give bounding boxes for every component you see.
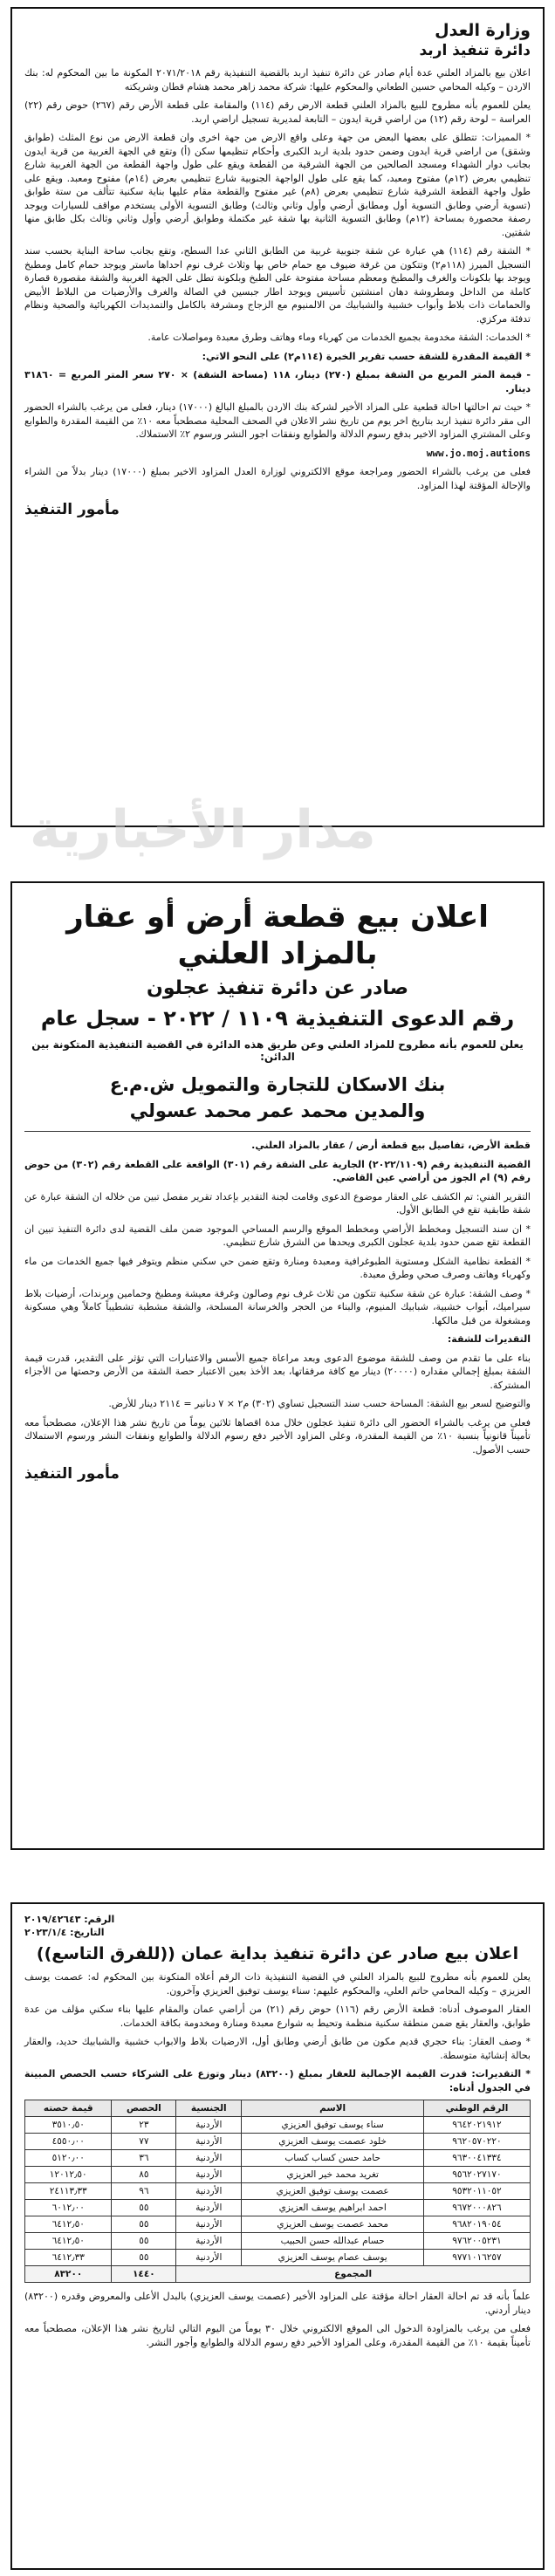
notice1-paragraph: * الشقة رقم (١١٤) هي عبارة عن شقة جنوبية غربية من الطابق الثاني عدا السطح، وتقع بجانب ساحة البناية بحسب سند التسجيل الميرز (١١٨م٢) وتتكون من غرفة ضيوف مع حمام خاص بها وثلاث غرف نوم احداها ماستر ويوجد حمام كامل ومطبخ ويوجد بها بلكونات والغرف والمطبخ ومعظم مساحة مفتوحة على الطبخ وبلكونة تطل على الجهة الغربية والشقة مقصورة قصارة كاملة من الداخل ومطروشة دهان امنشتين تأسيس ويوجد اطار جبسين في الصالة والغرف والأرضيات من البلاط الأبيض والحمامات ذات بلاط وأبواب خشبية والشبابيك من الالمنيوم مع الزجاج ومشرفة بالكامل والتمديدات الكهربائية والصحية ونظام تدفئة مركزي.: [24, 245, 531, 325]
valuation-line: - قيمة المتر المربع من الشقة بمبلغ (٢٧٠) دينار، ١١٨ (مساحة الشقة) × ٢٧٠ سعر المتر المربع = ٣١٨٦٠ دينار.: [24, 369, 531, 394]
table-cell: حسام عبدالله حسن الحبيب: [242, 2233, 424, 2250]
table-cell: الأردنية: [176, 2233, 242, 2250]
notice3-paragraph: * التقديرات: قدرت القيمة الإجمالية للعقار بمبلغ (٨٣٢٠٠) دينار وتوزع على الشركاء حسب الحصص المبينة في الجدول أدناه:: [24, 2068, 531, 2093]
table-row: [25, 2167, 531, 2183]
table-total-row: [25, 2266, 531, 2283]
column-header: الحصص: [112, 2100, 176, 2117]
table-cell: ٩٦٣٠٠٤١٣٣٤: [423, 2150, 530, 2167]
auction-terms: * حيث تم احالتها احالة قطعية على المزاد الأخير لشركة بنك الاردن بالمبلغ البالغ (١٧٠٠٠) دينار، فعلى من يرغب بالشراء الحضور الى مقر دائرة تنفيذ اربد بتاريخ اخر يوم من تاريخ نشر الاعلان في الصحف المحلية مصطحباً معه ١٠٪ من القيمة المقدرة والطوابع وعلى المشتري المزاود الاخير بدفع رسوم الدلالة والطوابع ونفقات اجور النشر ورسوم ٢٪ الاستملاك.: [24, 401, 531, 440]
notice1-paragraph: * المميزات: تتطلق على بعضها البعض من جهة وعلى واقع الارض من جهة اخرى وان قطعة الارض من نوع المثلث (طوابق وشقق) من اراضي قرية ايدون وضمن حدود بلدية اربد الكبرى وأحكام تنظيمها سكن (أ) وتقع في الجهة الغربية من قرية ايدون بجانب دوار الشهداء ومسجد الصالحين من الجهة الشرقية من القطعة ويقع على طول واجهة القطعة من الجهة الغربية شارع تنظيمي بعرض (١٢م) مفتوح ومعبد، كما يقع على طول الواجهة الجنوبية شارع تنظيمي بعرض (١٤م) مفتوح ومعبد. ويقع على طول واجهة القطعة الشرقية شارع تنظيمي بعرض (٨م) غير مفتوح والقطعة مقام عليها بناية سكنية تتألف من ستة طوابق (تسوية أرضي وطابق التسوية أول ومطابق أرضي وأول وثاني وثالث) وطابق التسوية الأولى يستخدم مواقف للسيارات ويوجد رصفة محصورة بمساحة (١٢م) وطابق التسوية الثانية بها شقة غير مكتملة وطوابق أرضي وأول وثاني وثالث بكل طابق منها شقتين.: [24, 132, 531, 238]
notice-irbid: [10, 7, 545, 860]
notice2-section: بناء على ما تقدم من وصف للشقة موضوع الدعوى وبعد مراعاة جميع الأسس والاعتبارات التي تؤثر على التقدير، قدرت قيمة الشقة بمبلغ إجمالي مقداره (٢٠٠٠٠) دينار مع كافة مرفقاتها، بعد الأخذ بعين الاعتبار حصة الشقة من الأرض وحصتها من الأجزاء المشتركة.: [24, 1352, 531, 1391]
table-cell: ٥١٢٠٫٠٠: [25, 2150, 112, 2167]
notice3-paragraph: يعلن للعموم بأنه مطروح للبيع بالمزاد العلني في القضية التنفيذية ذات الرقم أعلاه المتكونة بين المحكوم له: عصمت يوسف العزيزي – وكيله المحامي حاتم العلي، والمحكوم عليهم: سناء يوسف توفيق العزيزي وآخرون.: [24, 1971, 531, 1997]
table-row: [25, 2233, 531, 2250]
table-cell: ٣٥١٠٫٥٠: [25, 2117, 112, 2134]
table-cell: ٩٥٣٢٠١١٠٥٢: [423, 2183, 530, 2200]
table-cell: ٦٤١٢٫٣٣: [25, 2250, 112, 2266]
shares-table: [24, 2100, 531, 2283]
total-value: ٨٣٢٠٠: [25, 2266, 112, 2283]
notice2-intro: يعلن للعموم بأنه مطروح للمزاد العلني وعن طريق هذه الدائرة في القضية التنفيذية المتكونة بين الدائن:: [31, 1038, 524, 1063]
table-cell: ٥٥: [112, 2233, 176, 2250]
notice3-paragraph: * وصف العقار: بناء حجري قديم مكون من طابق أرضي وطابق أول، الارضيات بلاط والابواب خشبية والشبابيك حديد، والعقار بحالة إنشائية متوسطة.: [24, 2036, 531, 2061]
table-cell: ٧٧: [112, 2134, 176, 2150]
notice2-section: * ان سند التسجيل ومخطط الأراضي ومخطط الموقع والرسم المساحي الموجود ضمن ملف القضية لدى دائرة التنفيذ تبين ان القطعة تقع ضمن حدود بلدية عجلون الكبرى ويحدها من الشرق شارع تنظيمي.: [24, 1223, 531, 1248]
column-header: الجنسية: [176, 2100, 242, 2117]
notice1-paragraph: يعلن للعموم بأنه مطروح للبيع بالمزاد العلني قطعة الارض رقم (١١٤) والمقامة على قطعة الأرض رقم (٢٦٧) حوض رقم (٢٢) العراسة – لوحة رقم (١٢) من اراضي قرية ايدون – التابعة لمديرية تسجيل اراضي اربد.: [24, 99, 531, 125]
reference-number: الرقم: ٢٠١٩/٤٢٦٤٣: [24, 1914, 115, 1925]
table-row: [25, 2150, 531, 2167]
table-cell: ٥٥: [112, 2216, 176, 2233]
table-header-row: [25, 2100, 531, 2117]
notice-amman: [10, 1902, 545, 2570]
notice1-closing: فعلى من يرغب بالشراء الحضور ومراجعة موقع الالكتروني لوزارة العدل المزاود الاخير بمبلغ (١٧٠٠٠) دينار بدلاً من الشراء والإحالة المؤقتة لهذا المزاود.: [24, 466, 531, 491]
notice3-title: اعلان بيع صادر عن دائرة تنفيذ بداية عمان ((للفرق التاسع)): [36, 1944, 519, 1963]
notice1-paragraph: اعلان بيع بالمزاد العلني عدة أيام صادر عن دائرة تنفيذ اربد بالقضية التنفيذية رقم ٢٠٧١/٢٠١٨ المكونة ما بين المحكوم له: بنك الاردن – وكيله المحامي حسين الطعاني والمحكوم عليها: شركة محمد زاهر محمد هشام قطان وشريكته: [24, 67, 531, 92]
notice-date: التاريخ: ٢٠٢٣/١/٤: [24, 1927, 105, 1938]
table-cell: ٤٥٥٠٫٠٠: [25, 2134, 112, 2150]
notice3-closing: علماً بأنه قد تم احالة العقار احالة مؤقتة على المزاود الأخير (عصمت يوسف العزيزي) بالبدل الأعلى والمعروض وقدره (٨٣٢٠٠) دينار أردني.: [24, 2291, 531, 2316]
column-header: الاسم: [242, 2100, 424, 2117]
table-cell: ٩٦٢٠٥٧٠٢٢٠: [423, 2134, 530, 2150]
table-cell: الأردنية: [176, 2167, 242, 2183]
table-cell: الأردنية: [176, 2200, 242, 2216]
table-cell: عصمت يوسف توفيق العزيزي: [242, 2183, 424, 2200]
website-link[interactable]: www.jo.moj.autions: [426, 447, 531, 459]
signature: مأمور التنفيذ: [24, 501, 120, 518]
table-row: [25, 2183, 531, 2200]
creditor-name: بنك الاسكان للتجارة والتمويل ش.م.ع: [109, 1074, 446, 1095]
table-cell: ٩٧٦٢٠٠٥٢٣١: [423, 2233, 530, 2250]
table-row: [25, 2250, 531, 2266]
table-cell: خلود عصمت يوسف العزيزي: [242, 2134, 424, 2150]
table-cell: يوسف عصام يوسف العزيزي: [242, 2250, 424, 2266]
table-cell: احمد ابراهيم يوسف العزيزي: [242, 2200, 424, 2216]
divider: [24, 1131, 531, 1132]
debtor-name: والمدين محمد عمر محمد عسولي: [129, 1100, 426, 1121]
notice2-subtitle: صادر عن دائرة تنفيذ عجلون: [147, 977, 408, 999]
valuation-line: * القيمة المقدرة للشقة حسب تقرير الخبرة (١١٤م٢) على النحو الاتي:: [202, 350, 531, 362]
table-row: [25, 2117, 531, 2134]
notice2-section: قطعة الأرض، تفاصيل بيع قطعة أرض / عقار بالمزاد العلني.: [251, 1140, 531, 1151]
notice-ajloun: [10, 881, 545, 1850]
ministry-title: وزارة العدل: [435, 21, 531, 40]
table-cell: ٩٦٤٢٠٢١٩١٢: [423, 2117, 530, 2134]
table-cell: الأردنية: [176, 2250, 242, 2266]
notice2-case-line: رقم الدعوى التنفيذية ١١٠٩ / ٢٠٢٢ - سجل عام: [40, 1006, 515, 1031]
table-cell: ١٢٠١٢٫٥٠: [25, 2167, 112, 2183]
table-cell: الأردنية: [176, 2150, 242, 2167]
notice1-paragraph: * الخدمات: الشقة مخدومة بجميع الخدمات من كهرباء وماء وهاتف وطرق معبدة ومواصلات عامة.: [147, 332, 531, 343]
table-row: [25, 2216, 531, 2233]
total-label: المجموع: [176, 2266, 531, 2283]
notice2-section: والتوضيح لسعر بيع الشقة: المساحة حسب سند التسجيل تساوي (٣٠٢) م٢ × ٧ دنانير = ٢١١٤ دينار للأرض.: [108, 1398, 531, 1409]
table-cell: ٣٦: [112, 2150, 176, 2167]
notice3-closing: فعلى من يرغب بالمزاودة الدخول الى الموقع الالكتروني خلال ٣٠ يوماً من اليوم التالي لتاريخ نشر هذا الإعلان، مصطحباً معه تأميناً بقيمة ١٠٪ من القيمة المقدرة، وعلى المزاود الأخير دفع رسوم الدلالة والطوابع وأجور النشر.: [24, 2323, 531, 2348]
notice2-section: * القطعة نظامية الشكل ومستوية الطبوغرافية ومعبدة ومنارة وتقع ضمن حي سكني منظم ويتوفر فيها جميع الخدمات من ماء وكهرباء وهاتف وصرف صحي وطرق معبدة.: [24, 1255, 531, 1280]
table-cell: ٦٠١٢٫٠٠: [25, 2200, 112, 2216]
watermark: مدار الأخبارية: [30, 799, 376, 860]
table-row: [25, 2200, 531, 2216]
table-cell: تغريد محمد خير العزيزي: [242, 2167, 424, 2183]
table-cell: ٢٣: [112, 2117, 176, 2134]
notice2-section: * وصف الشقة: عبارة عن شقة سكنية تتكون من ثلاث غرف نوم وصالون وغرفة معيشة ومطبخ وحمامين وبرندات، أرضيات بلاط سيراميك، أبواب خشبية، شبابيك المنيوم، والبناء من الحجر والخرسانة المسلحة، والشقة مشطبة تشطيباً كاملاً وهي مسكونة ومشغولة من قبل مالكها.: [24, 1287, 531, 1326]
table-cell: ٨٥: [112, 2167, 176, 2183]
table-cell: ٩٦: [112, 2183, 176, 2200]
table-cell: ٢٤١١٣٫٣٣: [25, 2183, 112, 2200]
notice2-section: فعلى من يرغب بالشراء الحضور الى دائرة تنفيذ عجلون خلال مدة اقصاها ثلاثين يوماً من تاريخ نشر هذا الإعلان، مصطحباً معه تأميناً قانونياً بنسبة ١٠٪ من القيمة المقدرة، وعلى المزاود الأخير دفع رسوم الدلالة والطوابع ونفقات النشر ورسوم الاستملاك حسب الأصول.: [24, 1416, 531, 1456]
notice2-section: التقرير الفني: تم الكشف على العقار موضوع الدعوى وقامت لجنة التقدير بإعداد تقرير مفصل تبين من خلاله ان الشقة عبارة عن شقة طابقية تقع في الطابق الأول.: [24, 1190, 531, 1216]
department-title: دائرة تنفيذ اربد: [419, 42, 531, 59]
table-cell: ٩٦٨٢٠١٩٠٥٤: [423, 2216, 530, 2233]
table-cell: ٩٥٦٢٠٢٧١٧٠: [423, 2167, 530, 2183]
table-cell: ٥٥: [112, 2200, 176, 2216]
notice2-section: التقديرات للشقة:: [447, 1333, 531, 1345]
notice3-paragraph: العقار الموصوف أدناه: قطعة الأرض رقم (١١٦) حوض رقم (٢١) من أراضي عمان والمقام عليها بناء سكني مؤلف من عدة طوابق، والعقار يقع ضمن منطقة سكنية منظمة وتحيط به شوارع معبدة ومنارة ومخدومة بكافة الخدمات.: [24, 2004, 531, 2029]
table-cell: ٩٧٧١٠١٦٢٥٧: [423, 2250, 530, 2266]
table-cell: الأردنية: [176, 2134, 242, 2150]
column-header: قيمة حصته: [25, 2100, 112, 2117]
signature: مأمور التنفيذ: [24, 1465, 120, 1483]
column-header: الرقم الوطني: [423, 2100, 530, 2117]
notice2-title: اعلان بيع قطعة أرض أو عقار بالمزاد العلني: [66, 900, 489, 971]
table-cell: الأردنية: [176, 2216, 242, 2233]
table-cell: ٦٤١٢٫٥٠: [25, 2233, 112, 2250]
table-cell: سناء يوسف توفيق العزيزي: [242, 2117, 424, 2134]
table-cell: ٦٤١٢٫٥٠: [25, 2216, 112, 2233]
notice2-section: القضية التنفيذية رقم (٢٠٢٢/١١٠٩) الجارية على الشقة رقم (٣٠١) الواقعة على القطعة رقم (٣٠٢) من حوض رقم (٩) ام الجوز من أراضي عين القاضي.: [24, 1158, 531, 1183]
table-row: [25, 2134, 531, 2150]
total-shares: ١٤٤٠: [112, 2266, 176, 2283]
table-cell: الأردنية: [176, 2183, 242, 2200]
table-cell: ٥٥: [112, 2250, 176, 2266]
table-cell: ٩٦٧٢٠٠٠٨٢٦: [423, 2200, 530, 2216]
table-cell: محمد عصمت يوسف العزيزي: [242, 2216, 424, 2233]
table-cell: الأردنية: [176, 2117, 242, 2134]
table-cell: حامد حسن كساب كساب: [242, 2150, 424, 2167]
